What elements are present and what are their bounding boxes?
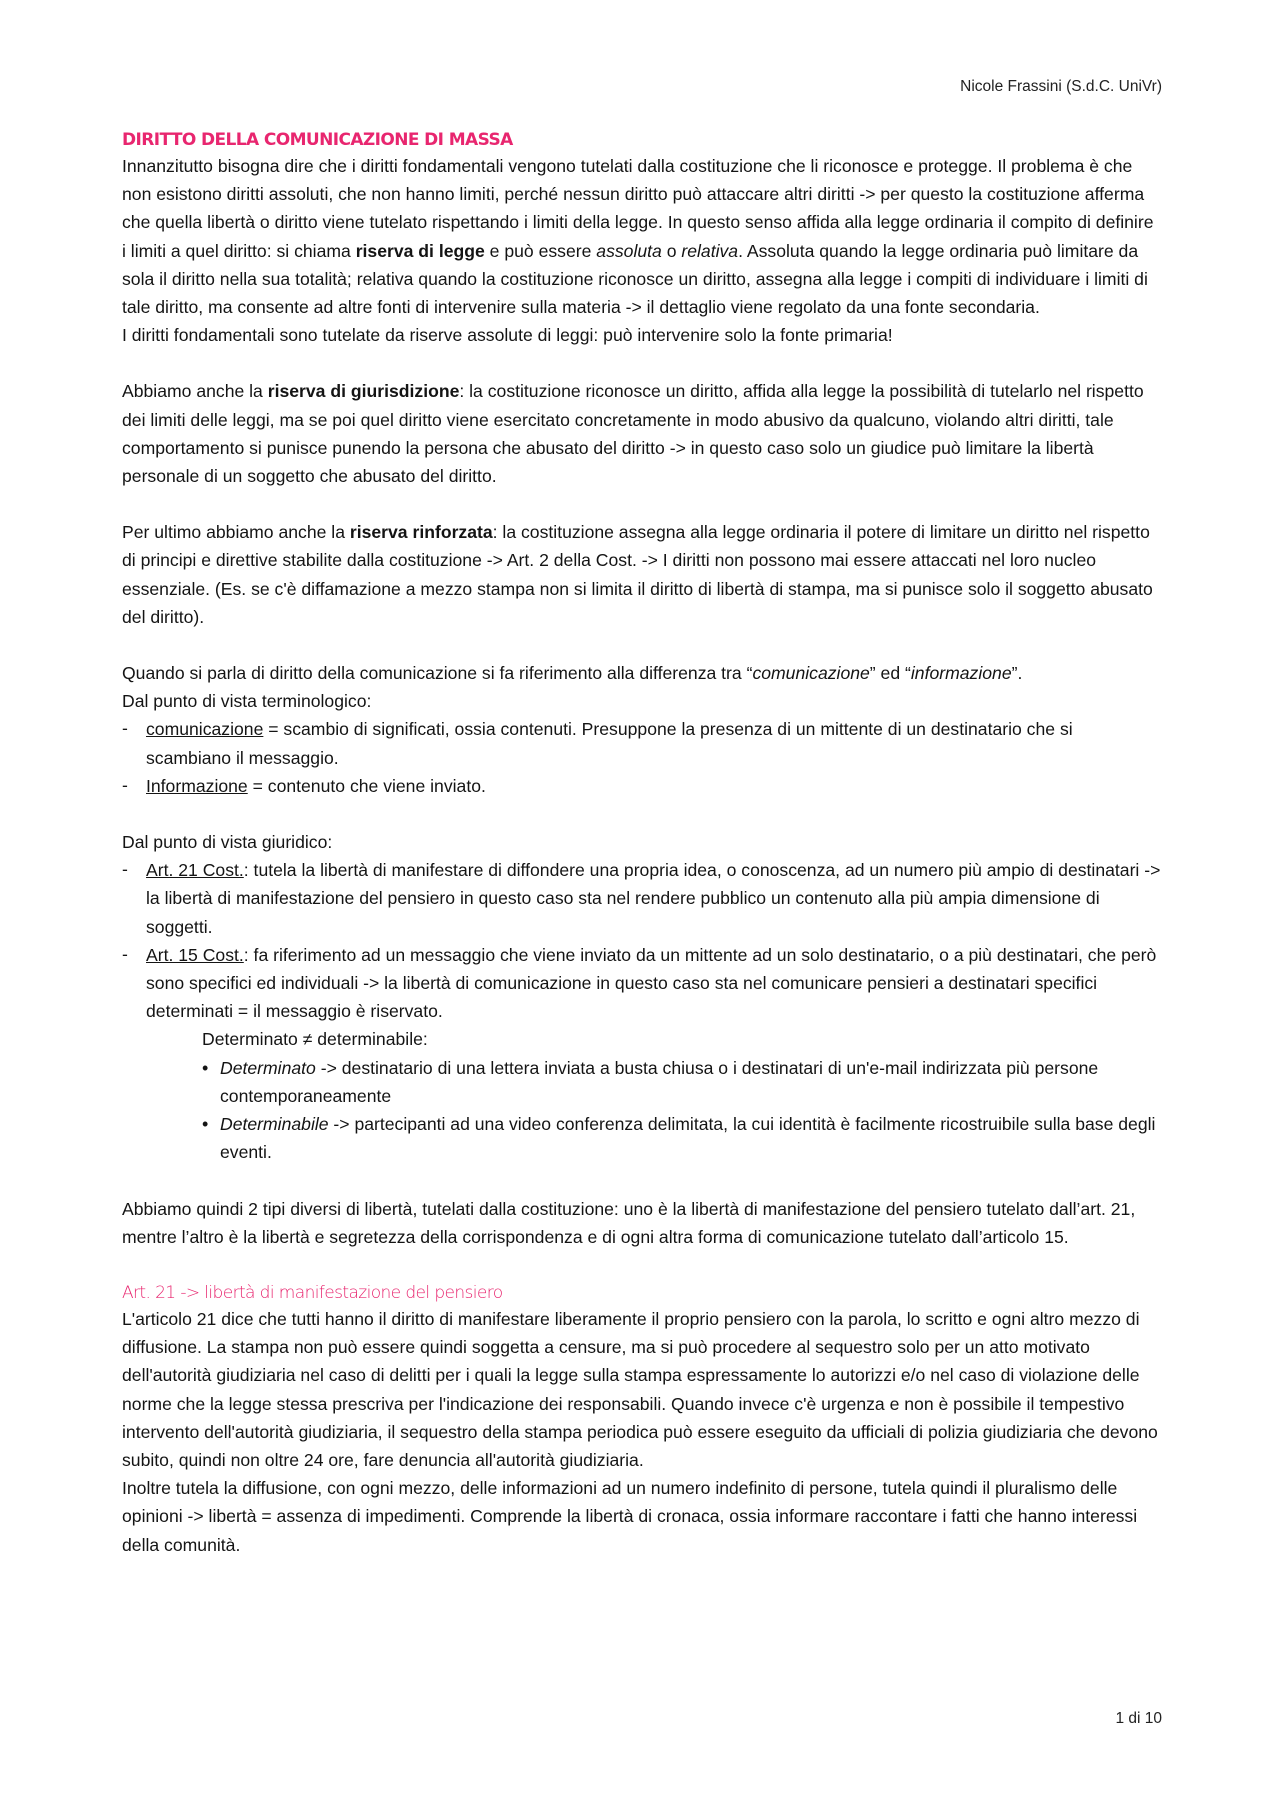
list-item xyxy=(122,856,1162,941)
italic-term-informazione: informazione xyxy=(910,663,1012,684)
underlined-term: Art. 15 Cost. xyxy=(146,944,244,965)
text-span: Quando si parla di diritto della comunicazione si fa riferimento alla differenza tra “ xyxy=(122,663,753,684)
document-body xyxy=(122,128,1162,1559)
italic-term-relativa: relativa xyxy=(681,240,739,261)
list-item xyxy=(202,1110,1162,1166)
underlined-term: comunicazione xyxy=(146,719,264,740)
list-item xyxy=(122,772,1162,800)
bold-term-riserva-rinforzata: riserva rinforzata xyxy=(349,522,493,543)
paragraph-due-liberta: Abbiamo quindi 2 tipi diversi di libertà, tutelati dalla costituzione: uno è la libertà di manifestazione del pensiero tutelato dall’art. 21, mentre l’altro è la libertà e segretezza della corrispondenza e di ogni altra forma di comunicazione tutelato dall’articolo 15. xyxy=(122,1198,1136,1247)
section-title-diritto-comunicazione: DIRITTO DELLA COMUNICAZIONE DI MASSA xyxy=(122,130,513,150)
paragraph-art21-diffusione: Inoltre tutela la diffusione, con ogni mezzo, delle informazioni ad un numero indefinito di persone, tutela quindi il pluralismo delle opinioni -> libertà = assenza di impedimenti. Comprende la libertà di cronaca, ossia informare raccontare i fatti che hanno interessi della comunità. xyxy=(122,1478,1138,1555)
paragraph-riserva-rinforzata xyxy=(122,518,1162,631)
text-span: : la costituzione assegna alla legge ordinaria il potere di limitare un diritto nel rispetto di principi e direttive stabilite dalla costituzione -> Art. 2 della Cost. -> I diritti non possono mai essere attaccati nel loro nucleo essenziale. (Es. se c'è diffamazione a mezzo stampa non si limita il diritto di libertà di stampa, ma si punisce solo il soggetto abusato del diritto). xyxy=(122,522,1153,627)
paragraph-riserva-giurisdizione xyxy=(122,377,1162,490)
sub-heading-determinato: Determinato ≠ determinabile: xyxy=(202,1029,428,1050)
text-span: Innanzitutto bisogna dire che i diritti fondamentali vengono tutelati dalla costituzione che li riconosce e protegge. Il problema è che non esistono diritti assoluti, che non hanno limiti, perché nessun diritto può attaccare altri diritti -> per questo la costituzione afferma che quella libertà o diritto viene tutelato rispettando i limiti della legge. In questo senso affida alla legge ordinaria il compito di definire i limiti a quel diritto: si chiama xyxy=(122,156,1154,261)
italic-term: Determinato xyxy=(220,1057,316,1078)
paragraph-differenza xyxy=(122,659,1162,687)
bold-term-riserva-di-legge: riserva di legge xyxy=(355,240,485,261)
italic-term-assoluta: assoluta xyxy=(596,240,662,261)
italic-term: Determinabile xyxy=(220,1114,329,1135)
term-definition: -> partecipanti ad una video conferenza delimitata, la cui identità è facilmente ricostruibile sulla base degli eventi. xyxy=(220,1114,1156,1163)
spacer xyxy=(122,631,1162,659)
term-definition: = contenuto che viene inviato. xyxy=(247,775,486,796)
term-definition: -> destinatario di una lettera inviata a busta chiusa o i destinatari di un'e-mail indirizzata più persone contemporaneamente xyxy=(220,1057,1099,1106)
text-span: o xyxy=(661,240,682,261)
term-definition: : tutela la libertà di manifestare di diffondere una propria idea, o conoscenza, ad un numero più ampio di destinatari -> la libertà di manifestazione del pensiero in questo caso sta nel rendere pubblico un contenuto alla più ampia dimensione di soggetti. xyxy=(146,860,1161,937)
section-title-art-21: Art. 21 -> libertà di manifestazione del pensiero xyxy=(122,1282,503,1303)
term-definition: = scambio di significati, ossia contenuti. Presuppone la presenza di un mittente di un destinatario che si scambiano il messaggio. xyxy=(146,719,1073,768)
bullet-list xyxy=(122,1054,1162,1167)
term-list xyxy=(122,715,1162,800)
text-span: : la costituzione riconosce un diritto, affida alla legge la possibilità di tutelarlo nel rispetto dei limiti delle leggi, ma se poi quel diritto viene esercitato concretamente in modo abusivo da qualcuno, violando altri diritti, tale comportamento si punisce punendo la persona che abusato del diritto -> in questo caso solo un giudice può limitare la libertà personale di un soggetto che abusato del diritto. xyxy=(122,381,1144,487)
text-span: e può essere xyxy=(484,240,597,261)
paragraph-diritti-fondamentali: I diritti fondamentali sono tutelate da riserve assolute di leggi: può intervenire solo la fonte primaria! xyxy=(122,325,893,346)
spacer xyxy=(122,800,1162,828)
legal-list xyxy=(122,856,1162,1025)
paragraph-intro xyxy=(122,152,1162,321)
list-item xyxy=(122,715,1162,771)
paragraph-terminologico: Dal punto di vista terminologico: xyxy=(122,691,372,712)
bold-term-riserva-di-giurisdizione: riserva di giurisdizione xyxy=(267,381,460,402)
paragraph-art21-intro: L'articolo 21 dice che tutti hanno il diritto di manifestare liberamente il proprio pensiero con la parola, lo scritto e ogni altro mezzo di diffusione. La stampa non può essere quindi soggetta a censure, ma si può procedere al sequestro solo per un atto motivato dell'autorità giudiziaria nel caso di delitti per i quali la legge sulla stampa espressamente lo autorizzi e/o nel caso di violazione delle norme che la legge stessa prescriva per l'indicazione dei responsabili. Quando invece c'è urgenza e non è possibile il tempestivo intervento dell'autorità giudiziaria, il sequestro della stampa periodica può essere eseguito da ufficiali di polizia giudiziaria che devono subito, quindi non oltre 24 ore, fare denuncia all'autorità giudiziaria. xyxy=(122,1308,1158,1470)
italic-term-comunicazione: comunicazione xyxy=(752,663,870,684)
paragraph-giuridico: Dal punto di vista giuridico: xyxy=(122,832,333,853)
underlined-term: Art. 21 Cost. xyxy=(146,860,244,881)
text-span: Abbiamo anche la xyxy=(122,381,268,402)
text-span: . Assoluta quando la legge ordinaria può limitare da sola il diritto nella sua totalità; relativa quando la costituzione riconosce un diritto, assegna alla legge i compiti di individuare i limiti di tale diritto, ma consente ad altre fonti di intervenire sulla materia -> il dettaglio viene regolato da una fonte secondaria. xyxy=(122,240,1148,318)
page-header-author: Nicole Frassini (S.d.C. UniVr) xyxy=(960,78,1162,95)
spacer xyxy=(122,490,1162,518)
text-span: Per ultimo abbiamo anche la xyxy=(122,522,350,543)
spacer xyxy=(122,1167,1162,1195)
spacer xyxy=(122,349,1162,377)
term-definition: : fa riferimento ad un messaggio che viene inviato da un mittente ad un solo destinatario, o a più destinatari, che però sono specifici ed individuali -> la libertà di comunicazione in questo caso sta nel comunicare pensieri a destinatari specifici determinati = il messaggio è riservato. xyxy=(146,944,1157,1022)
underlined-term: Informazione xyxy=(146,775,248,796)
list-item xyxy=(122,941,1162,1026)
text-span: ”. xyxy=(1011,663,1023,684)
page-number: 1 di 10 xyxy=(1115,1710,1162,1727)
list-item xyxy=(202,1054,1162,1110)
spacer xyxy=(122,1251,1162,1281)
text-span: ” ed “ xyxy=(869,663,911,684)
